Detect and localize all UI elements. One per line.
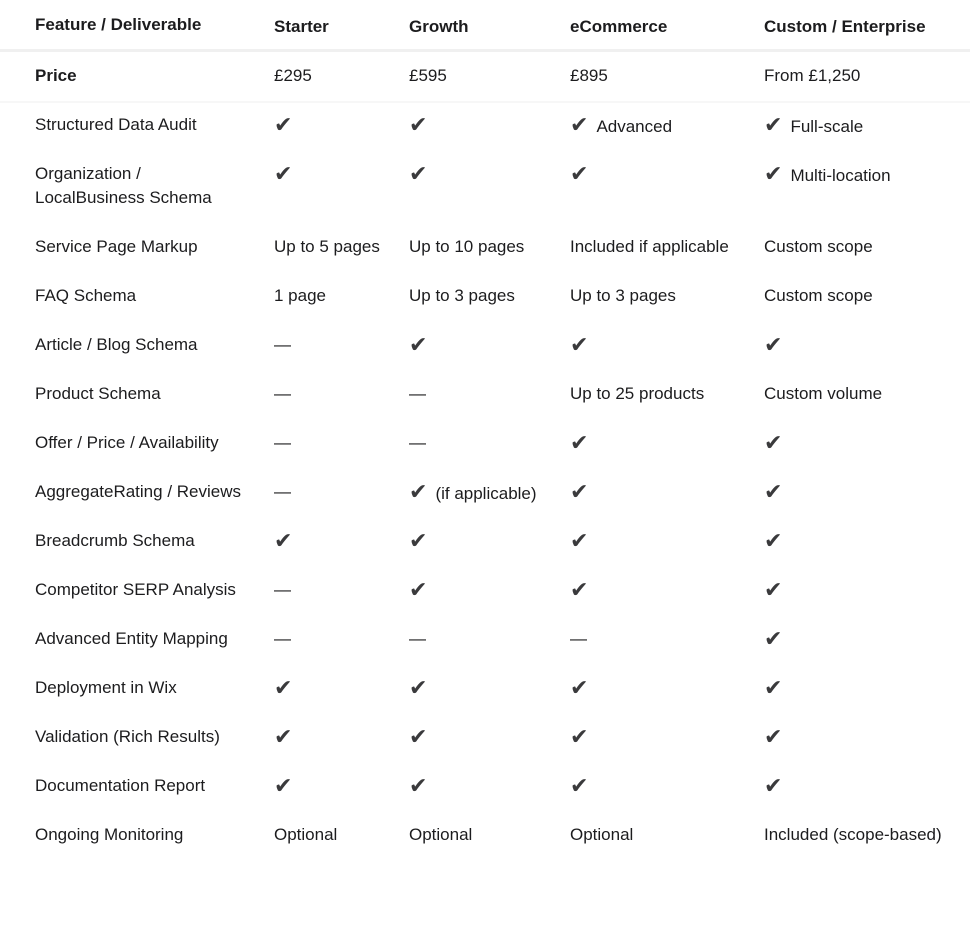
checkmark-icon: ✔ [570, 773, 589, 798]
feature-label: Ongoing Monitoring [35, 825, 184, 844]
plan-cell [570, 676, 596, 702]
cell-text: Up to 3 pages [409, 286, 515, 305]
feature-label: AggregateRating / Reviews [35, 482, 242, 501]
plan-cell [764, 725, 790, 751]
cell-text: (if applicable) [435, 484, 537, 503]
feature-label: Validation (Rich Results) [35, 727, 220, 746]
plan-cell [409, 823, 472, 847]
plan-cell [274, 284, 326, 308]
checkmark-icon: ✔ [570, 161, 589, 186]
plan-cell [409, 480, 537, 506]
checkmark-icon: ✔ [570, 724, 589, 749]
checkmark-icon: ✔ [274, 161, 293, 186]
table-row [0, 223, 970, 272]
plan-cell [274, 823, 337, 847]
cell-text: — [274, 384, 291, 403]
header-growth: Growth [409, 17, 469, 36]
checkmark-icon: ✔ [570, 430, 589, 455]
cell-text: — [274, 629, 291, 648]
checkmark-icon: ✔ [764, 577, 783, 602]
plan-cell [570, 823, 633, 847]
checkmark-icon: ✔ [274, 112, 293, 137]
plan-cell [409, 113, 435, 139]
plan-cell [409, 382, 426, 406]
plan-cell [570, 162, 596, 188]
checkmark-icon: ✔ [570, 112, 589, 137]
feature-label: Advanced Entity Mapping [35, 629, 228, 648]
cell-text: Up to 3 pages [570, 286, 676, 305]
plan-cell [409, 284, 515, 308]
cell-text: £295 [274, 66, 312, 85]
feature-label: Deployment in Wix [35, 678, 177, 697]
plan-cell [409, 627, 426, 651]
plan-cell [409, 235, 524, 259]
checkmark-icon: ✔ [570, 675, 589, 700]
cell-text: Full-scale [790, 117, 864, 136]
cell-text: Up to 5 pages [274, 237, 380, 256]
cell-text: £595 [409, 66, 447, 85]
checkmark-icon: ✔ [570, 577, 589, 602]
table-row [0, 517, 970, 566]
plan-cell [409, 162, 435, 188]
cell-text: Optional [274, 825, 338, 844]
plan-cell [274, 64, 312, 88]
checkmark-icon: ✔ [274, 675, 293, 700]
plan-cell [274, 578, 291, 602]
feature-label: Competitor SERP Analysis [35, 580, 236, 599]
plan-cell [570, 382, 704, 406]
checkmark-icon: ✔ [764, 724, 783, 749]
plan-cell [764, 64, 860, 88]
feature-label: Structured Data Audit [35, 115, 197, 134]
cell-text: Multi-location [790, 166, 891, 185]
checkmark-icon: ✔ [409, 479, 428, 504]
plan-cell [570, 529, 596, 555]
plan-cell [764, 162, 891, 188]
feature-label: Breadcrumb Schema [35, 531, 195, 550]
plan-cell [274, 235, 380, 259]
checkmark-icon: ✔ [409, 528, 428, 553]
plan-cell [409, 64, 447, 88]
table-row [0, 321, 970, 370]
plan-cell [764, 529, 790, 555]
plan-cell [570, 113, 672, 139]
checkmark-icon: ✔ [764, 112, 783, 137]
checkmark-icon: ✔ [764, 675, 783, 700]
checkmark-icon: ✔ [764, 161, 783, 186]
checkmark-icon: ✔ [274, 724, 293, 749]
cell-text: Custom scope [764, 237, 873, 256]
plan-cell [570, 725, 596, 751]
cell-text: Optional [409, 825, 473, 844]
plan-cell [764, 113, 863, 139]
table-header [0, 0, 970, 52]
header-ecommerce: eCommerce [570, 17, 668, 36]
plan-cell [409, 431, 426, 455]
plan-cell [409, 725, 435, 751]
plan-cell [274, 333, 291, 357]
plan-cell [409, 774, 435, 800]
feature-label: FAQ Schema [35, 286, 137, 305]
plan-cell [764, 578, 790, 604]
cell-text: From £1,250 [764, 66, 861, 85]
plan-cell [409, 333, 435, 359]
plan-cell [570, 774, 596, 800]
plan-cell [570, 235, 729, 259]
plan-cell [764, 480, 790, 506]
plan-cell [274, 480, 291, 504]
plan-cell [570, 333, 596, 359]
plan-cell [570, 431, 596, 457]
plan-cell [274, 113, 300, 139]
plan-cell [409, 676, 435, 702]
feature-label: Organization / LocalBusiness Schema [35, 164, 212, 207]
checkmark-icon: ✔ [274, 528, 293, 553]
header-starter: Starter [274, 17, 329, 36]
table-row [0, 101, 970, 150]
checkmark-icon: ✔ [409, 675, 428, 700]
checkmark-icon: ✔ [274, 773, 293, 798]
cell-text: Included if applicable [570, 237, 729, 256]
header-feature: Feature / Deliverable [35, 15, 202, 34]
checkmark-icon: ✔ [570, 528, 589, 553]
table-row [0, 615, 970, 664]
checkmark-icon: ✔ [409, 161, 428, 186]
header-enterprise: Custom / Enterprise [764, 17, 926, 36]
plan-cell [570, 578, 596, 604]
plan-cell [764, 284, 873, 308]
plan-cell [764, 823, 942, 847]
checkmark-icon: ✔ [409, 773, 428, 798]
checkmark-icon: ✔ [409, 577, 428, 602]
checkmark-icon: ✔ [764, 479, 783, 504]
cell-text: Advanced [596, 117, 673, 136]
cell-text: Up to 25 products [570, 384, 705, 403]
plan-cell [570, 284, 676, 308]
plan-cell [570, 480, 596, 506]
checkmark-icon: ✔ [570, 332, 589, 357]
table-row [0, 468, 970, 517]
table-row [0, 713, 970, 762]
feature-label: Article / Blog Schema [35, 335, 198, 354]
plan-cell [764, 774, 790, 800]
plan-cell [764, 676, 790, 702]
table-row [0, 370, 970, 419]
checkmark-icon: ✔ [764, 626, 783, 651]
cell-text: — [570, 629, 587, 648]
plan-cell [274, 529, 300, 555]
cell-text: — [409, 384, 426, 403]
checkmark-icon: ✔ [764, 332, 783, 357]
plan-cell [274, 725, 300, 751]
plan-cell [274, 627, 291, 651]
checkmark-icon: ✔ [764, 773, 783, 798]
cell-text: — [274, 433, 291, 452]
plan-cell [409, 529, 435, 555]
checkmark-icon: ✔ [409, 332, 428, 357]
cell-text: Custom scope [764, 286, 873, 305]
cell-text: 1 page [274, 286, 326, 305]
plan-cell [274, 162, 300, 188]
cell-text: Optional [570, 825, 634, 844]
cell-text: Included (scope-based) [764, 825, 942, 844]
table-row [0, 150, 970, 223]
table-row [0, 566, 970, 615]
cell-text: — [409, 629, 426, 648]
cell-text: — [274, 335, 291, 354]
table-row [0, 52, 970, 103]
plan-cell [274, 676, 300, 702]
table-row [0, 664, 970, 713]
table-row [0, 272, 970, 321]
plan-cell [409, 578, 435, 604]
cell-text: — [409, 433, 426, 452]
table-row [0, 419, 970, 468]
table-row [0, 811, 970, 860]
cell-text: Custom volume [764, 384, 883, 403]
checkmark-icon: ✔ [764, 528, 783, 553]
plan-cell [274, 774, 300, 800]
plan-cell [764, 333, 790, 359]
checkmark-icon: ✔ [409, 724, 428, 749]
cell-text: £895 [570, 66, 608, 85]
plan-cell [764, 382, 882, 406]
feature-label: Offer / Price / Availability [35, 433, 219, 452]
cell-text: — [274, 580, 291, 599]
cell-text: Up to 10 pages [409, 237, 525, 256]
table-row [0, 762, 970, 811]
feature-label: Price [35, 66, 77, 85]
cell-text: — [274, 482, 291, 501]
checkmark-icon: ✔ [409, 112, 428, 137]
checkmark-icon: ✔ [570, 479, 589, 504]
feature-label: Service Page Markup [35, 237, 198, 256]
plan-cell [764, 235, 873, 259]
plan-cell [274, 382, 291, 406]
checkmark-icon: ✔ [764, 430, 783, 455]
plan-cell [764, 431, 790, 457]
plan-cell [570, 64, 608, 88]
plan-cell [274, 431, 291, 455]
feature-label: Product Schema [35, 384, 161, 403]
plan-cell [570, 627, 587, 651]
plan-cell [764, 627, 790, 653]
feature-label: Documentation Report [35, 776, 206, 795]
